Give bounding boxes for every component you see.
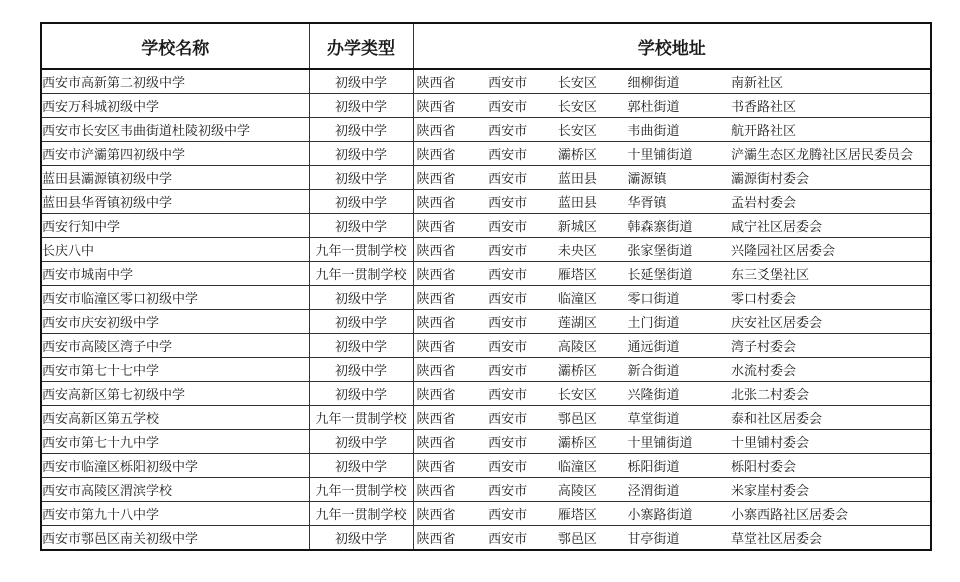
address-city: 西安市: [488, 340, 528, 355]
school-type-cell: 九年一贯制学校: [309, 406, 413, 430]
school-type-cell: 初级中学: [309, 382, 413, 406]
address-community: 东三爻堡社区: [730, 268, 809, 283]
school-name-cell: 西安市第七十七中学: [41, 358, 309, 382]
address-district: 鄠邑区: [557, 412, 597, 427]
address-province: 陕西省: [416, 436, 456, 451]
address-province: 陕西省: [416, 220, 456, 235]
address-parts: [414, 286, 931, 309]
address-street: 新合街道: [627, 364, 680, 379]
address-parts: [414, 334, 931, 357]
school-address-cell: [413, 334, 931, 358]
address-city: 西安市: [488, 484, 528, 499]
school-name-cell: 西安市高新第二初级中学: [41, 69, 309, 94]
address-parts: [414, 214, 931, 237]
address-district: 灞桥区: [557, 148, 597, 163]
address-community: 水流村委会: [730, 364, 796, 379]
school-type-cell: 初级中学: [309, 454, 413, 478]
header-school-type: 办学类型: [309, 23, 413, 69]
address-district: 临潼区: [557, 292, 597, 307]
address-district: 未央区: [557, 244, 597, 259]
address-street: 十里铺街道: [627, 436, 693, 451]
address-city: 西安市: [488, 436, 528, 451]
school-name-cell: 西安行知中学: [41, 214, 309, 238]
address-street: 长延堡街道: [627, 268, 693, 283]
address-city: 西安市: [488, 508, 528, 523]
school-type-cell: 初级中学: [309, 166, 413, 190]
table-row: [41, 406, 931, 430]
table-row: [41, 190, 931, 214]
address-street: 兴隆街道: [627, 388, 680, 403]
address-community: 咸宁社区居委会: [730, 220, 822, 235]
address-province: 陕西省: [416, 508, 456, 523]
school-address-cell: [413, 526, 931, 551]
address-community: 十里铺村委会: [730, 436, 809, 451]
school-address-cell: [413, 430, 931, 454]
school-address-cell: [413, 190, 931, 214]
school-address-cell: [413, 382, 931, 406]
school-type-cell: 初级中学: [309, 430, 413, 454]
school-type-cell: 九年一贯制学校: [309, 262, 413, 286]
school-name-cell: 西安万科城初级中学: [41, 94, 309, 118]
school-address-cell: [413, 310, 931, 334]
address-street: 栎阳街道: [627, 460, 680, 475]
address-district: 长安区: [557, 388, 597, 403]
school-name-cell: 西安市临潼区栎阳初级中学: [41, 454, 309, 478]
address-city: 西安市: [488, 364, 528, 379]
address-parts: [414, 238, 931, 261]
address-province: 陕西省: [416, 172, 456, 187]
header-school-name: 学校名称: [41, 23, 309, 69]
table-row: [41, 214, 931, 238]
school-address-cell: [413, 238, 931, 262]
table-row: [41, 142, 931, 166]
address-city: 西安市: [488, 148, 528, 163]
address-parts: [414, 70, 931, 93]
address-community: 草堂社区居委会: [730, 532, 822, 547]
school-name-cell: 西安市城南中学: [41, 262, 309, 286]
address-city: 西安市: [488, 196, 528, 211]
address-street: 通远街道: [627, 340, 680, 355]
table-row: [41, 526, 931, 551]
address-parts: [414, 310, 931, 333]
address-district: 鄠邑区: [557, 532, 597, 547]
school-name-cell: 西安市浐灞第四初级中学: [41, 142, 309, 166]
address-province: 陕西省: [416, 316, 456, 331]
address-community: 兴隆园社区居委会: [730, 244, 835, 259]
address-city: 西安市: [488, 412, 528, 427]
table-row: [41, 94, 931, 118]
school-address-cell: [413, 166, 931, 190]
address-street: 十里铺街道: [627, 148, 693, 163]
address-community: 南新社区: [730, 76, 783, 91]
address-parts: [414, 430, 931, 453]
table-row: [41, 334, 931, 358]
school-type-cell: 初级中学: [309, 94, 413, 118]
address-district: 新城区: [557, 220, 597, 235]
address-province: 陕西省: [416, 460, 456, 475]
table-row: [41, 166, 931, 190]
school-type-cell: 九年一贯制学校: [309, 478, 413, 502]
address-street: 甘亭街道: [627, 532, 680, 547]
address-parts: [414, 382, 931, 405]
school-type-cell: 初级中学: [309, 310, 413, 334]
table-row: [41, 69, 931, 94]
address-parts: [414, 190, 931, 213]
school-name-cell: 西安市鄠邑区南关初级中学: [41, 526, 309, 551]
address-street: 小寨路街道: [627, 508, 693, 523]
address-street: 泾渭街道: [627, 484, 680, 499]
address-city: 西安市: [488, 532, 528, 547]
school-type-cell: 九年一贯制学校: [309, 502, 413, 526]
address-city: 西安市: [488, 76, 528, 91]
school-address-cell: [413, 69, 931, 94]
school-name-cell: 西安市第七十九中学: [41, 430, 309, 454]
table-row: [41, 358, 931, 382]
address-district: 蓝田县: [557, 196, 597, 211]
address-district: 高陵区: [557, 340, 597, 355]
address-street: 细柳街道: [627, 76, 680, 91]
school-address-cell: [413, 502, 931, 526]
school-type-cell: 初级中学: [309, 190, 413, 214]
school-address-cell: [413, 358, 931, 382]
address-street: 韩森寨街道: [627, 220, 693, 235]
address-city: 西安市: [488, 316, 528, 331]
school-address-cell: [413, 94, 931, 118]
address-district: 雁塔区: [557, 508, 597, 523]
school-address-cell: [413, 262, 931, 286]
address-city: 西安市: [488, 292, 528, 307]
address-community: 书香路社区: [730, 100, 796, 115]
table-row: [41, 262, 931, 286]
table-body: [41, 69, 931, 550]
address-parts: [414, 94, 931, 117]
table-row: [41, 310, 931, 334]
address-district: 长安区: [557, 124, 597, 139]
school-name-cell: 西安高新区第五学校: [41, 406, 309, 430]
address-district: 高陵区: [557, 484, 597, 499]
address-street: 土门街道: [627, 316, 680, 331]
address-district: 长安区: [557, 76, 597, 91]
address-city: 西安市: [488, 244, 528, 259]
address-city: 西安市: [488, 172, 528, 187]
school-name-cell: 西安市庆安初级中学: [41, 310, 309, 334]
address-parts: [414, 358, 931, 381]
address-district: 灞桥区: [557, 364, 597, 379]
address-district: 灞桥区: [557, 436, 597, 451]
address-parts: [414, 454, 931, 477]
table-row: [41, 238, 931, 262]
school-type-cell: 初级中学: [309, 358, 413, 382]
address-province: 陕西省: [416, 364, 456, 379]
school-type-cell: 九年一贯制学校: [309, 238, 413, 262]
address-province: 陕西省: [416, 100, 456, 115]
address-district: 临潼区: [557, 460, 597, 475]
address-community: 航开路社区: [730, 124, 796, 139]
school-address-cell: [413, 214, 931, 238]
address-province: 陕西省: [416, 484, 456, 499]
school-name-cell: 蓝田县华胥镇初级中学: [41, 190, 309, 214]
address-community: 孟岩村委会: [730, 196, 796, 211]
address-street: 韦曲街道: [627, 124, 680, 139]
address-parts: [414, 118, 931, 141]
address-city: 西安市: [488, 220, 528, 235]
address-province: 陕西省: [416, 412, 456, 427]
address-parts: [414, 166, 931, 189]
address-city: 西安市: [488, 100, 528, 115]
address-city: 西安市: [488, 388, 528, 403]
table-header: [41, 23, 931, 69]
school-address-cell: [413, 478, 931, 502]
address-parts: [414, 262, 931, 285]
address-province: 陕西省: [416, 196, 456, 211]
school-name-cell: 西安市长安区韦曲街道杜陵初级中学: [41, 118, 309, 142]
address-community: 灞源街村委会: [730, 172, 809, 187]
school-type-cell: 初级中学: [309, 334, 413, 358]
address-city: 西安市: [488, 268, 528, 283]
address-street: 华胥镇: [627, 196, 667, 211]
school-type-cell: 初级中学: [309, 69, 413, 94]
table-row: [41, 382, 931, 406]
address-community: 米家崖村委会: [730, 484, 809, 499]
school-address-cell: [413, 406, 931, 430]
school-name-cell: 西安高新区第七初级中学: [41, 382, 309, 406]
school-name-cell: 西安市高陵区湾子中学: [41, 334, 309, 358]
school-address-cell: [413, 118, 931, 142]
address-community: 泰和社区居委会: [730, 412, 822, 427]
address-district: 长安区: [557, 100, 597, 115]
school-table: [40, 22, 932, 551]
address-community: 栎阳村委会: [730, 460, 796, 475]
address-street: 灞源镇: [627, 172, 667, 187]
address-province: 陕西省: [416, 340, 456, 355]
school-name-cell: 西安市高陵区渭滨学校: [41, 478, 309, 502]
address-street: 张家堡街道: [627, 244, 693, 259]
table-row: [41, 286, 931, 310]
address-community: 湾子村委会: [730, 340, 796, 355]
table-row: [41, 454, 931, 478]
address-community: 北张二村委会: [730, 388, 809, 403]
school-name-cell: 西安市临潼区零口初级中学: [41, 286, 309, 310]
table-row: [41, 478, 931, 502]
school-address-cell: [413, 286, 931, 310]
address-province: 陕西省: [416, 76, 456, 91]
address-parts: [414, 406, 931, 429]
address-city: 西安市: [488, 124, 528, 139]
address-parts: [414, 478, 931, 501]
address-city: 西安市: [488, 460, 528, 475]
address-community: 小寨西路社区居委会: [730, 508, 848, 523]
address-parts: [414, 526, 931, 549]
header-row: [41, 23, 931, 69]
school-type-cell: 初级中学: [309, 286, 413, 310]
address-community: 浐灞生态区龙腾社区居民委员会: [730, 148, 913, 163]
address-district: 雁塔区: [557, 268, 597, 283]
address-street: 零口街道: [627, 292, 680, 307]
school-address-cell: [413, 454, 931, 478]
address-province: 陕西省: [416, 124, 456, 139]
table-row: [41, 430, 931, 454]
school-address-cell: [413, 142, 931, 166]
address-district: 莲湖区: [557, 316, 597, 331]
address-community: 零口村委会: [730, 292, 796, 307]
school-type-cell: 初级中学: [309, 118, 413, 142]
address-parts: [414, 502, 931, 525]
header-school-address: 学校地址: [413, 23, 931, 69]
address-province: 陕西省: [416, 388, 456, 403]
address-street: 郭杜街道: [627, 100, 680, 115]
address-province: 陕西省: [416, 244, 456, 259]
address-street: 草堂街道: [627, 412, 680, 427]
address-parts: [414, 142, 931, 165]
school-type-cell: 初级中学: [309, 214, 413, 238]
school-name-cell: 长庆八中: [41, 238, 309, 262]
table-row: [41, 118, 931, 142]
school-name-cell: 蓝田县灞源镇初级中学: [41, 166, 309, 190]
school-type-cell: 初级中学: [309, 526, 413, 551]
address-province: 陕西省: [416, 532, 456, 547]
address-province: 陕西省: [416, 268, 456, 283]
address-province: 陕西省: [416, 148, 456, 163]
table-row: [41, 502, 931, 526]
school-type-cell: 初级中学: [309, 142, 413, 166]
address-province: 陕西省: [416, 292, 456, 307]
school-name-cell: 西安市第九十八中学: [41, 502, 309, 526]
address-district: 蓝田县: [557, 172, 597, 187]
address-community: 庆安社区居委会: [730, 316, 822, 331]
